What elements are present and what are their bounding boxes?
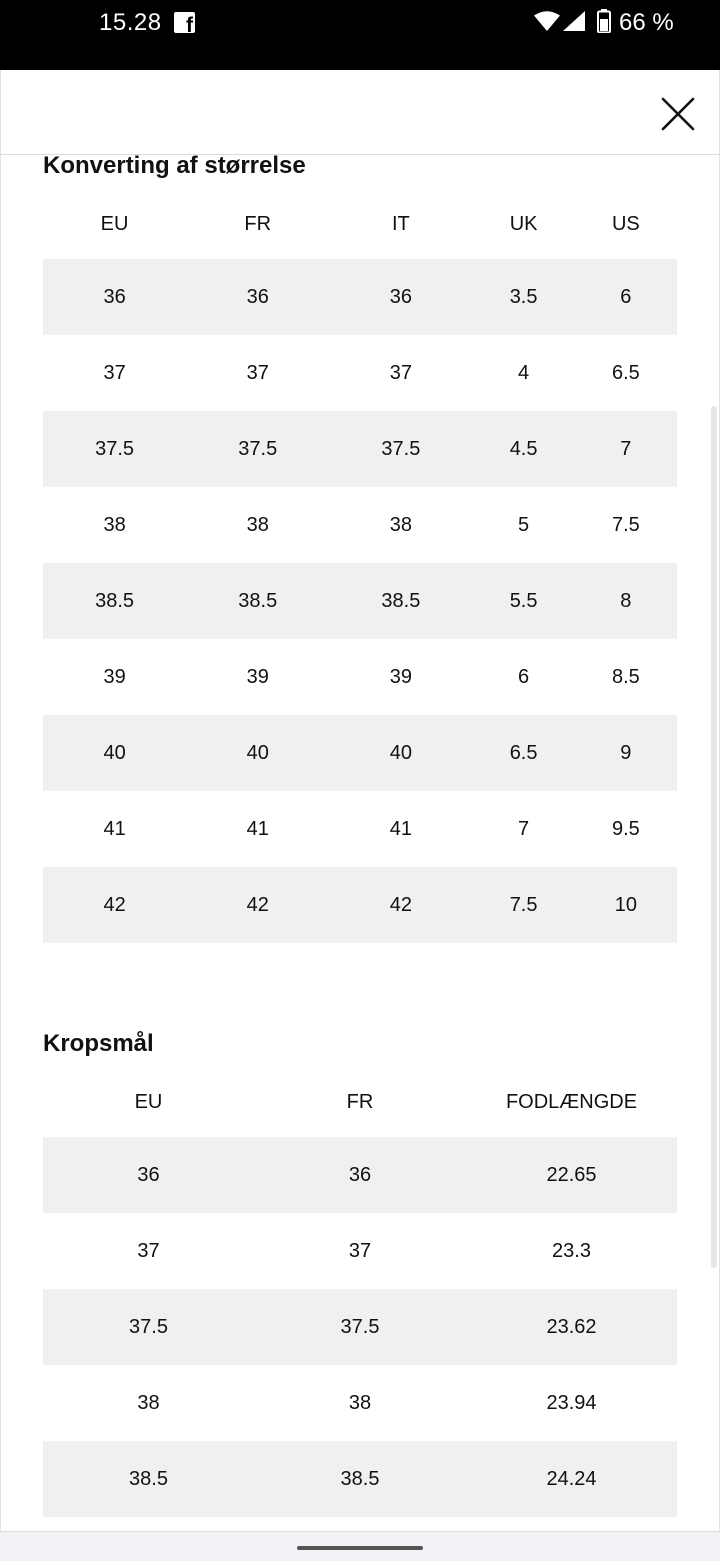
table-row [43, 715, 677, 791]
table-cell: 36 [348, 1163, 372, 1186]
table-row [43, 867, 677, 943]
status-time: 15.28 [99, 9, 162, 36]
table-cell: 38 [137, 1391, 160, 1414]
table-cell: 37.5 [381, 437, 421, 460]
table-cell: 23.3 [552, 1239, 591, 1262]
column-header: FODLÆNGDE [505, 1090, 638, 1113]
table-cell: 37.5 [340, 1315, 380, 1338]
table-cell: 40 [103, 741, 126, 764]
modal-header [0, 70, 720, 155]
table-cell: 7 [518, 817, 530, 840]
table-header-row [43, 1067, 677, 1137]
table-cell: 41 [246, 817, 269, 840]
table-row [43, 259, 677, 335]
table-header-row [43, 189, 677, 259]
table-row [43, 1213, 677, 1289]
size-guide-content[interactable] [0, 155, 720, 1531]
table-row [43, 335, 677, 411]
table-cell: 23.94 [546, 1391, 597, 1414]
battery-icon [597, 9, 611, 33]
table-cell: 9 [620, 741, 632, 764]
table-cell: 41 [389, 817, 413, 840]
table-cell: 8 [620, 589, 632, 612]
table-cell: 36 [246, 285, 269, 308]
table-cell: 6.5 [509, 741, 538, 764]
column-header: IT [392, 212, 410, 235]
table-cell: 42 [246, 893, 269, 916]
table-cell: 40 [389, 741, 413, 764]
table-cell: 38.5 [238, 589, 278, 612]
navigation-bar [0, 1531, 720, 1561]
table-cell: 38.5 [129, 1467, 168, 1490]
table-cell: 10 [614, 893, 637, 916]
table-cell: 6.5 [611, 361, 640, 384]
table-cell: 37 [103, 361, 126, 384]
table-cell: 39 [246, 665, 269, 688]
table-cell: 36 [103, 285, 126, 308]
table-cell: 36 [137, 1163, 160, 1186]
column-header: UK [509, 212, 538, 235]
table-cell: 23.62 [546, 1315, 597, 1338]
column-header: EU [134, 1090, 163, 1113]
table-cell: 38.5 [95, 589, 135, 612]
table-cell: 37 [137, 1239, 160, 1262]
cellular-signal-icon [563, 11, 585, 31]
table-cell: 22.65 [546, 1163, 597, 1186]
table-cell: 38.5 [340, 1467, 380, 1490]
table-row [43, 487, 677, 563]
column-header: FR [244, 212, 272, 235]
size-conversion-table [43, 189, 677, 943]
table-cell: 5.5 [509, 589, 538, 612]
battery-percentage: 66 % [619, 9, 674, 36]
table-cell: 6 [518, 665, 530, 688]
table-cell: 37.5 [129, 1315, 168, 1338]
table-cell: 7.5 [611, 513, 640, 536]
table-cell: 37.5 [95, 437, 135, 460]
table-cell: 41 [103, 817, 126, 840]
table-cell: 37 [389, 361, 413, 384]
table-cell: 8.5 [611, 665, 640, 688]
table-cell: 3.5 [509, 285, 538, 308]
scrollbar[interactable] [711, 406, 717, 1268]
table-cell: 39 [103, 665, 126, 688]
conversion-section-title: Konverting af størrelse [43, 155, 306, 179]
table-row [43, 791, 677, 867]
table-cell: 4.5 [509, 437, 538, 460]
table-cell: 42 [389, 893, 413, 916]
table-row [43, 1441, 677, 1517]
table-cell: 38.5 [381, 589, 421, 612]
table-cell: 7.5 [509, 893, 538, 916]
column-header: FR [346, 1090, 374, 1113]
table-cell: 37 [348, 1239, 372, 1262]
home-indicator[interactable] [297, 1546, 423, 1550]
table-cell: 42 [103, 893, 126, 916]
status-bar [0, 0, 720, 70]
table-cell: 38 [348, 1391, 372, 1414]
table-cell: 37 [246, 361, 269, 384]
facebook-notification-icon: f [174, 12, 195, 33]
table-row [43, 411, 677, 487]
column-header: US [611, 212, 640, 235]
table-cell: 4 [518, 361, 530, 384]
table-cell: 40 [246, 741, 269, 764]
table-cell: 38 [389, 513, 413, 536]
table-row [43, 1137, 677, 1213]
table-cell: 24.24 [546, 1467, 597, 1490]
table-cell: 36 [389, 285, 413, 308]
body-measurements-table [43, 1067, 677, 1517]
table-cell: 38 [103, 513, 126, 536]
table-row [43, 1289, 677, 1365]
table-cell: 6 [620, 285, 632, 308]
wifi-icon [534, 11, 560, 31]
column-header: EU [100, 212, 129, 235]
table-row [43, 563, 677, 639]
close-icon[interactable] [656, 92, 700, 136]
table-cell: 5 [518, 513, 530, 536]
table-cell: 38 [246, 513, 269, 536]
body-measurements-section-title: Kropsmål [43, 1030, 154, 1057]
table-cell: 39 [389, 665, 413, 688]
table-row [43, 639, 677, 715]
table-cell: 9.5 [611, 817, 640, 840]
table-cell: 37.5 [238, 437, 278, 460]
table-cell: 7 [620, 437, 632, 460]
table-row [43, 1365, 677, 1441]
